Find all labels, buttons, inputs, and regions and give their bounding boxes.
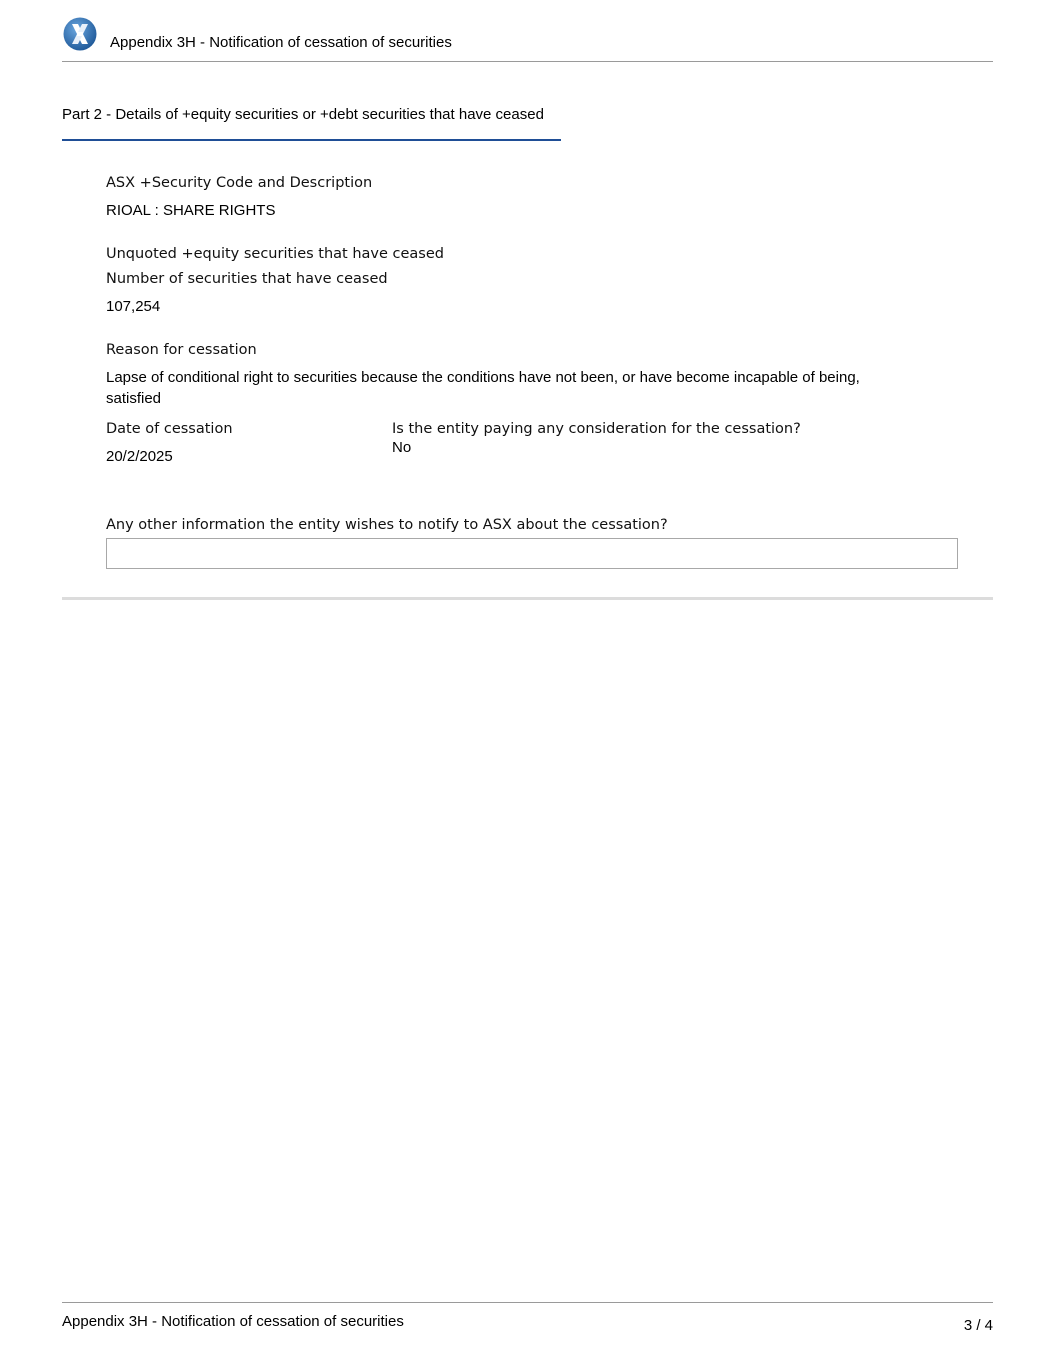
section-divider bbox=[62, 597, 993, 600]
reason-label: Reason for cessation bbox=[106, 342, 257, 358]
security-code-label: ASX +Security Code and Description bbox=[106, 175, 373, 191]
date-of-cessation-value: 20/2/2025 bbox=[106, 448, 173, 465]
footer-title: Appendix 3H - Notification of cessation of securities bbox=[62, 1313, 404, 1330]
other-info-field bbox=[106, 538, 958, 569]
unquoted-heading: Unquoted +equity securities that have ceased bbox=[106, 246, 444, 262]
number-ceased-label: Number of securities that have ceased bbox=[106, 271, 388, 287]
consideration-value: No bbox=[392, 439, 412, 456]
part-title-underline bbox=[62, 139, 561, 141]
part-title: Part 2 - Details of +equity securities or +debt securities that have ceased bbox=[62, 106, 544, 123]
header-divider bbox=[62, 61, 993, 62]
security-code-value: RIOAL : SHARE RIGHTS bbox=[106, 202, 276, 219]
consideration-label: Is the entity paying any consideration for the cessation? bbox=[392, 421, 801, 437]
number-ceased-value: 107,254 bbox=[106, 298, 161, 315]
asx-logo-icon bbox=[63, 17, 97, 51]
reason-value: Lapse of conditional right to securities because the conditions have not been, or have become incapable of being, satisfied bbox=[106, 369, 860, 407]
footer-divider bbox=[62, 1302, 993, 1303]
header-title: Appendix 3H - Notification of cessation of securities bbox=[110, 34, 452, 51]
date-of-cessation-label: Date of cessation bbox=[106, 421, 233, 437]
other-info-label: Any other information the entity wishes to notify to ASX about the cessation? bbox=[106, 517, 668, 533]
page-number: 3 / 4 bbox=[963, 1317, 993, 1334]
